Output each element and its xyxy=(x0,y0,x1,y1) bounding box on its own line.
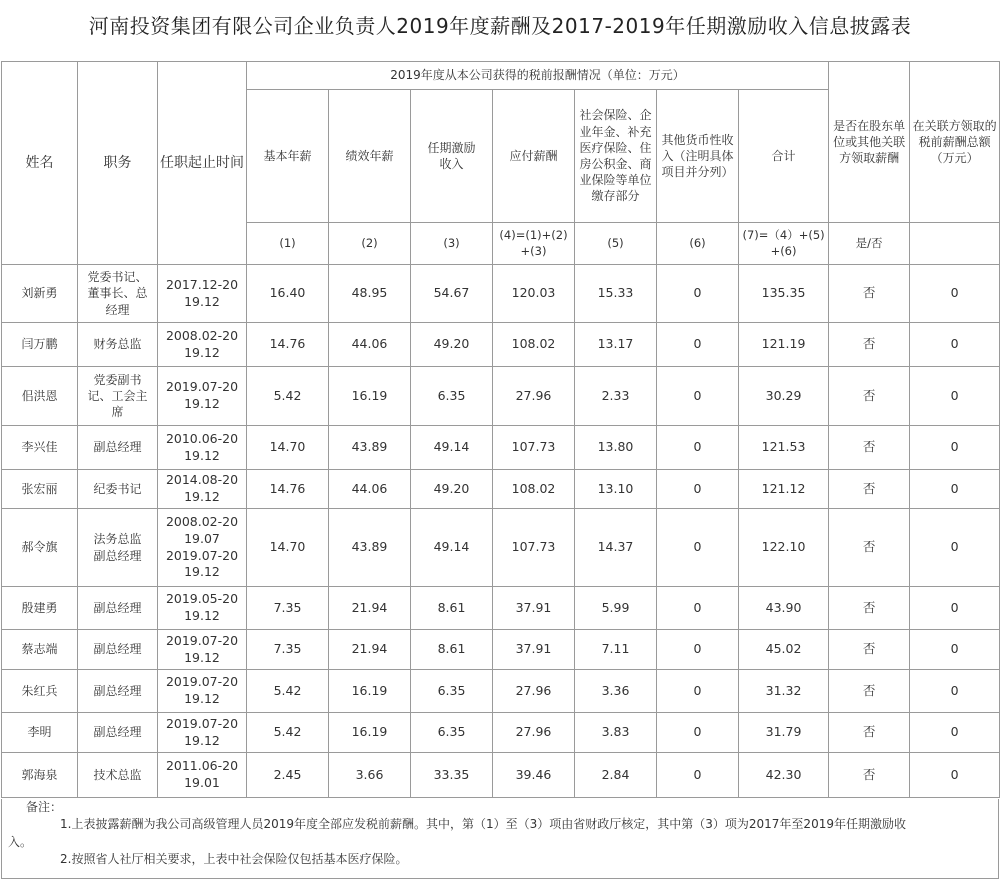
cell-value-1: 5.42 xyxy=(247,670,329,713)
cell-position xyxy=(78,470,158,509)
cell-value-8: 否 xyxy=(829,426,910,470)
cell-name: 闫万鹏 xyxy=(2,323,78,367)
cell-value-1: 5.42 xyxy=(247,713,329,753)
header-formula-8: 是/否 xyxy=(829,223,910,265)
cell-value-6: 0 xyxy=(657,713,739,753)
notes-box xyxy=(1,799,999,879)
cell-term xyxy=(158,630,247,670)
cell-value-2: 16.19 xyxy=(329,713,411,753)
header-related: 在关联方领取的税前薪酬总额（万元） xyxy=(910,62,1000,223)
cell-value-4: 27.96 xyxy=(493,670,575,713)
cell-term xyxy=(158,367,247,426)
cell-value-2: 48.95 xyxy=(329,265,411,323)
header-other: 其他货币性收入（注明具体项目并分列） xyxy=(657,90,739,223)
header-position: 职务 xyxy=(78,62,158,265)
cell-value-1: 7.35 xyxy=(247,630,329,670)
cell-value-9: 0 xyxy=(910,470,1000,509)
cell-value-4: 37.91 xyxy=(493,630,575,670)
header-payable: 应付薪酬 xyxy=(493,90,575,223)
table-row xyxy=(2,265,1000,323)
cell-value-8: 否 xyxy=(829,265,910,323)
cell-value-2: 21.94 xyxy=(329,587,411,630)
table-row xyxy=(2,367,1000,426)
cell-position xyxy=(78,323,158,367)
cell-name: 佀洪恩 xyxy=(2,367,78,426)
position-text: 副总经理 xyxy=(93,642,142,657)
position-text: 副总经理 xyxy=(93,440,142,455)
cell-term xyxy=(158,470,247,509)
cell-value-8: 否 xyxy=(829,470,910,509)
table-row xyxy=(2,323,1000,367)
cell-term xyxy=(158,265,247,323)
cell-value-3: 6.35 xyxy=(411,670,493,713)
table-row xyxy=(2,630,1000,670)
term-text: 2008.02-2019.12 xyxy=(165,327,239,360)
cell-value-5: 3.83 xyxy=(575,713,657,753)
cell-value-3: 49.14 xyxy=(411,426,493,470)
cell-value-9: 0 xyxy=(910,367,1000,426)
cell-value-4: 39.46 xyxy=(493,753,575,798)
cell-value-5: 3.36 xyxy=(575,670,657,713)
cell-value-6: 0 xyxy=(657,323,739,367)
cell-value-8: 否 xyxy=(829,630,910,670)
cell-value-3: 49.20 xyxy=(411,323,493,367)
cell-value-6: 0 xyxy=(657,426,739,470)
cell-value-5: 7.11 xyxy=(575,630,657,670)
header-formula-2: (2) xyxy=(329,223,411,265)
cell-value-3: 6.35 xyxy=(411,713,493,753)
page-title: 河南投资集团有限公司企业负责人2019年度薪酬及2017-2019年任期激励收入信息披露表 xyxy=(88,14,912,38)
cell-value-3: 33.35 xyxy=(411,753,493,798)
cell-value-8: 否 xyxy=(829,587,910,630)
term-text: 2019.07-2019.12 xyxy=(165,715,239,748)
cell-value-3: 49.20 xyxy=(411,470,493,509)
cell-value-9: 0 xyxy=(910,753,1000,798)
cell-value-5: 13.17 xyxy=(575,323,657,367)
header-social: 社会保险、企业年金、补充医疗保险、住房公积金、商业保险等单位缴存部分 xyxy=(575,90,657,223)
cell-value-2: 43.89 xyxy=(329,509,411,587)
cell-value-9: 0 xyxy=(910,323,1000,367)
cell-value-2: 16.19 xyxy=(329,670,411,713)
cell-term xyxy=(158,426,247,470)
position-text: 财务总监 xyxy=(93,337,142,352)
cell-value-6: 0 xyxy=(657,265,739,323)
cell-value-4: 27.96 xyxy=(493,713,575,753)
cell-value-7: 45.02 xyxy=(739,630,829,670)
cell-value-9: 0 xyxy=(910,426,1000,470)
cell-value-2: 44.06 xyxy=(329,323,411,367)
header-term: 任职起止时间 xyxy=(158,62,247,265)
cell-value-2: 3.66 xyxy=(329,753,411,798)
header-formula-1: (1) xyxy=(247,223,329,265)
cell-term xyxy=(158,587,247,630)
header-formula-3: (3) xyxy=(411,223,493,265)
cell-value-9: 0 xyxy=(910,630,1000,670)
cell-value-8: 否 xyxy=(829,713,910,753)
term-text: 2011.06-2019.01 xyxy=(165,758,239,790)
table-row xyxy=(2,509,1000,587)
cell-value-7: 31.79 xyxy=(739,713,829,753)
cell-value-8: 否 xyxy=(829,670,910,713)
cell-value-7: 122.10 xyxy=(739,509,829,587)
cell-position xyxy=(78,426,158,470)
cell-value-2: 43.89 xyxy=(329,426,411,470)
cell-value-9: 0 xyxy=(910,587,1000,630)
term-text: 2019.07-2019.12 xyxy=(165,674,239,706)
cell-value-1: 5.42 xyxy=(247,367,329,426)
cell-value-6: 0 xyxy=(657,753,739,798)
cell-value-5: 5.99 xyxy=(575,587,657,630)
cell-value-1: 7.35 xyxy=(247,587,329,630)
header-incentive: 任期激励收入 xyxy=(411,90,493,223)
cell-value-4: 37.91 xyxy=(493,587,575,630)
cell-value-8: 否 xyxy=(829,323,910,367)
header-basic: 基本年薪 xyxy=(247,90,329,223)
cell-value-7: 121.19 xyxy=(739,323,829,367)
cell-value-8: 否 xyxy=(829,509,910,587)
cell-value-5: 14.37 xyxy=(575,509,657,587)
cell-name: 李兴佳 xyxy=(2,426,78,470)
cell-value-9: 0 xyxy=(910,713,1000,753)
table-row xyxy=(2,753,1000,798)
cell-value-5: 2.84 xyxy=(575,753,657,798)
compensation-table xyxy=(1,61,1000,798)
header-shareholder: 是否在股东单位或其他关联方领取薪酬 xyxy=(829,62,910,223)
cell-value-8: 否 xyxy=(829,753,910,798)
cell-value-6: 0 xyxy=(657,367,739,426)
cell-name: 张宏丽 xyxy=(2,470,78,509)
cell-value-1: 14.76 xyxy=(247,470,329,509)
cell-value-9: 0 xyxy=(910,265,1000,323)
position-text: 技术总监 xyxy=(93,767,142,782)
cell-value-1: 14.70 xyxy=(247,426,329,470)
position-text: 纪委书记 xyxy=(93,481,142,496)
cell-value-1: 2.45 xyxy=(247,753,329,798)
header-row-1 xyxy=(2,62,1000,90)
note-1-continued: 入。 xyxy=(8,834,33,849)
cell-position xyxy=(78,670,158,713)
cell-position xyxy=(78,265,158,323)
table-row xyxy=(2,670,1000,713)
cell-value-6: 0 xyxy=(657,509,739,587)
header-formula-4: (4)=(1)+(2)+(3) xyxy=(493,223,575,265)
cell-value-7: 121.12 xyxy=(739,470,829,509)
cell-value-4: 108.02 xyxy=(493,470,575,509)
cell-value-4: 107.73 xyxy=(493,426,575,470)
cell-value-7: 42.30 xyxy=(739,753,829,798)
cell-value-4: 27.96 xyxy=(493,367,575,426)
term-text: 2019.07-2019.12 xyxy=(165,379,239,411)
term-text: 2014.08-2019.12 xyxy=(165,472,239,504)
cell-term xyxy=(158,713,247,753)
cell-value-3: 49.14 xyxy=(411,509,493,587)
position-text: 副总经理 xyxy=(93,683,142,698)
cell-value-2: 44.06 xyxy=(329,470,411,509)
position-text-2: 副总经理 xyxy=(93,548,142,563)
cell-value-7: 43.90 xyxy=(739,587,829,630)
term-text-2: 2019.07-2019.12 xyxy=(165,547,239,580)
note-1: 1.上表披露薪酬为我公司高级管理人员2019年度全部应发税前薪酬。其中，第（1）至（3）项由省财政厅核定，其中第（3）项为2017年至2019年任期激励收 xyxy=(60,817,906,832)
cell-value-3: 6.35 xyxy=(411,367,493,426)
cell-name: 朱红兵 xyxy=(2,670,78,713)
cell-position xyxy=(78,630,158,670)
cell-position xyxy=(78,713,158,753)
term-text: 2008.02-2019.07 xyxy=(165,513,239,546)
cell-value-7: 31.32 xyxy=(739,670,829,713)
cell-position xyxy=(78,509,158,587)
cell-value-2: 16.19 xyxy=(329,367,411,426)
cell-term xyxy=(158,323,247,367)
note-2: 2.按照省人社厅相关要求，上表中社会保险仅包括基本医疗保险。 xyxy=(60,852,408,867)
cell-position xyxy=(78,587,158,630)
cell-position xyxy=(78,367,158,426)
position-text: 法务总监 xyxy=(93,532,142,547)
cell-value-6: 0 xyxy=(657,630,739,670)
cell-value-3: 54.67 xyxy=(411,265,493,323)
cell-value-1: 14.70 xyxy=(247,509,329,587)
header-group: 2019年度从本公司获得的税前报酬情况（单位：万元） xyxy=(247,62,829,90)
cell-value-4: 107.73 xyxy=(493,509,575,587)
position-text: 副总经理 xyxy=(93,600,142,615)
position-text: 党委书记、董事长、总经理 xyxy=(87,270,148,317)
cell-value-6: 0 xyxy=(657,470,739,509)
header-formula-5: (5) xyxy=(575,223,657,265)
cell-value-5: 15.33 xyxy=(575,265,657,323)
header-name: 姓名 xyxy=(2,62,78,265)
cell-name: 李明 xyxy=(2,713,78,753)
header-formula-6: (6) xyxy=(657,223,739,265)
cell-position xyxy=(78,753,158,798)
notes-heading: 备注： xyxy=(26,800,63,814)
header-total: 合计 xyxy=(739,90,829,223)
cell-value-5: 2.33 xyxy=(575,367,657,426)
cell-value-4: 120.03 xyxy=(493,265,575,323)
cell-value-1: 14.76 xyxy=(247,323,329,367)
cell-value-7: 121.53 xyxy=(739,426,829,470)
position-text: 党委副书记、工会主席 xyxy=(87,372,148,420)
position-text: 副总经理 xyxy=(93,725,142,740)
table-row xyxy=(2,426,1000,470)
term-text: 2019.07-2019.12 xyxy=(165,632,239,665)
table-row xyxy=(2,470,1000,509)
cell-name: 蔡志端 xyxy=(2,630,78,670)
cell-value-9: 0 xyxy=(910,670,1000,713)
cell-value-4: 108.02 xyxy=(493,323,575,367)
term-text: 2017.12-2019.12 xyxy=(165,276,239,309)
header-formula-9 xyxy=(910,223,1000,265)
cell-value-3: 8.61 xyxy=(411,587,493,630)
term-text: 2010.06-2019.12 xyxy=(165,430,239,463)
cell-value-2: 21.94 xyxy=(329,630,411,670)
term-text: 2019.05-2019.12 xyxy=(165,591,239,623)
cell-value-5: 13.80 xyxy=(575,426,657,470)
cell-name: 郭海泉 xyxy=(2,753,78,798)
cell-value-7: 30.29 xyxy=(739,367,829,426)
cell-name: 刘新勇 xyxy=(2,265,78,323)
cell-name: 郝令旗 xyxy=(2,509,78,587)
cell-value-7: 135.35 xyxy=(739,265,829,323)
cell-term xyxy=(158,670,247,713)
header-performance: 绩效年薪 xyxy=(329,90,411,223)
cell-value-3: 8.61 xyxy=(411,630,493,670)
cell-value-1: 16.40 xyxy=(247,265,329,323)
cell-value-6: 0 xyxy=(657,587,739,630)
cell-value-8: 否 xyxy=(829,367,910,426)
cell-value-5: 13.10 xyxy=(575,470,657,509)
cell-value-6: 0 xyxy=(657,670,739,713)
header-formula-7: (7)=（4）+(5)+(6) xyxy=(739,223,829,265)
table-row xyxy=(2,587,1000,630)
cell-name: 殷建勇 xyxy=(2,587,78,630)
cell-value-9: 0 xyxy=(910,509,1000,587)
cell-term xyxy=(158,753,247,798)
cell-term xyxy=(158,509,247,587)
table-row xyxy=(2,713,1000,753)
